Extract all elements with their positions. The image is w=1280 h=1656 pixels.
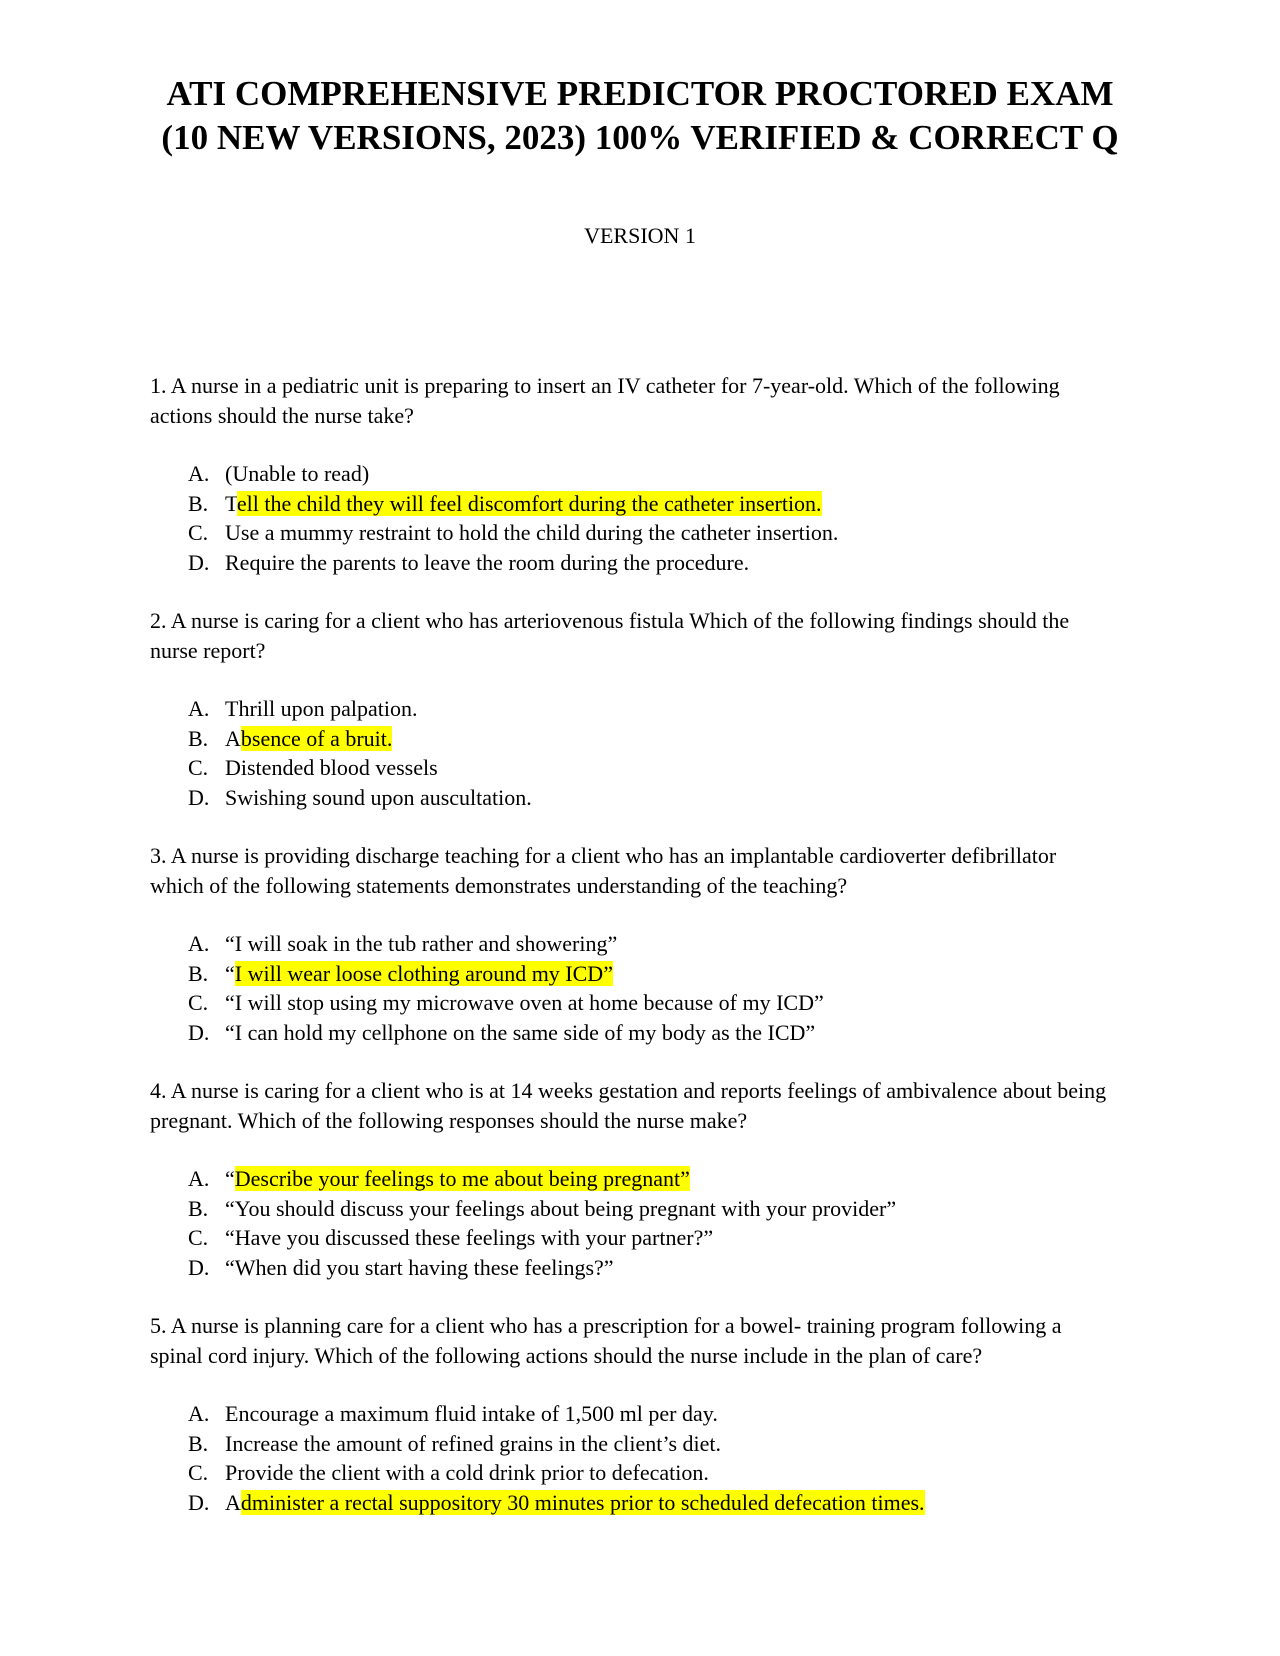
option-letter: A. [188, 461, 210, 486]
option-text-plain: Swishing sound upon auscultation. [225, 784, 532, 810]
option-text [225, 1399, 718, 1429]
option-text [225, 929, 617, 959]
option-letter: C. [188, 520, 209, 545]
document-title [80, 72, 1200, 160]
question-block [150, 841, 1110, 1047]
option-letter: B. [188, 490, 209, 516]
answer-option [188, 1253, 1110, 1283]
question-text: 2. A nurse is caring for a client who has arteriovenous fistula Which of the following findings should the nurse report? [150, 608, 1070, 663]
option-text-highlighted: ell the child they will feel discomfort during the catheter insertion. [236, 490, 822, 516]
answer-options [150, 1399, 1110, 1517]
option-letter: D. [188, 549, 210, 575]
option-text [225, 724, 392, 754]
option-text-plain: A [225, 725, 241, 751]
option-text-plain: Provide the client with a cold drink prior to defecation. [225, 1460, 709, 1485]
option-letter: B. [188, 725, 209, 751]
option-text [225, 489, 822, 519]
question-list [150, 371, 1110, 1546]
answer-option [188, 1488, 1110, 1518]
answer-option [188, 1458, 1110, 1488]
option-text [225, 1194, 896, 1224]
option-letter: D. [188, 1489, 210, 1515]
answer-options [150, 459, 1110, 577]
option-text-plain: “Have you discussed these feelings with your partner?” [225, 1225, 714, 1250]
option-text-plain: “ [225, 1166, 235, 1191]
question-block [150, 606, 1110, 812]
option-letter: A. [188, 931, 210, 956]
option-text-plain: T [225, 490, 237, 516]
option-text [225, 1429, 721, 1459]
option-letter: B. [188, 960, 209, 986]
answer-option [188, 1194, 1110, 1224]
answer-option [188, 1018, 1110, 1048]
option-text [225, 518, 838, 548]
option-text-highlighted: Describe your feelings to me about being pregnant” [234, 1166, 690, 1191]
option-text [225, 1018, 815, 1048]
option-text [225, 1488, 925, 1518]
answer-option [188, 548, 1110, 578]
option-text-highlighted: bsence of a bruit. [240, 725, 393, 751]
option-text [225, 783, 532, 813]
answer-option [188, 1164, 1110, 1194]
option-text-highlighted: dminister a rectal suppository 30 minutes prior to scheduled defecation times. [240, 1489, 925, 1515]
question-block [150, 1076, 1110, 1282]
option-text-plain: “I can hold my cellphone on the same side of my body as the ICD” [225, 1019, 816, 1045]
title-line-1: ATI COMPREHENSIVE PREDICTOR PROCTORED EXAM [166, 74, 1114, 113]
option-letter: C. [188, 755, 209, 780]
answer-option [188, 694, 1110, 724]
option-text [225, 988, 824, 1018]
answer-options [150, 694, 1110, 812]
answer-option [188, 459, 1110, 489]
question-text: 5. A nurse is planning care for a client who has a prescription for a bowel- training program following a spinal cord injury. Which of the following actions should the nurse include in the plan of care? [150, 1313, 1062, 1368]
title-line-2: (10 NEW VERSIONS, 2023) 100% VERIFIED & CORRECT Q [161, 118, 1119, 157]
option-letter: C. [188, 1225, 209, 1250]
option-text-highlighted: I will wear loose clothing around my ICD” [234, 960, 613, 986]
answer-option [188, 988, 1110, 1018]
answer-option [188, 783, 1110, 813]
answer-option [188, 1223, 1110, 1253]
option-letter: C. [188, 990, 209, 1015]
option-text [225, 1223, 713, 1253]
question-text: 4. A nurse is caring for a client who is at 14 weeks gestation and reports feelings of ambivalence about being pregnant. Which of the following responses should the nurse make? [150, 1078, 1107, 1133]
option-text-plain: Increase the amount of refined grains in the client’s diet. [225, 1430, 722, 1456]
option-text-plain: Encourage a maximum fluid intake of 1,500 ml per day. [225, 1401, 718, 1426]
option-text-plain: “ [225, 960, 235, 986]
answer-option [188, 929, 1110, 959]
option-text-plain: “I will soak in the tub rather and showering” [225, 931, 618, 956]
option-text [225, 1458, 709, 1488]
option-letter: A. [188, 1401, 210, 1426]
option-text [225, 694, 417, 724]
option-text-plain: A [225, 1489, 241, 1515]
answer-option [188, 724, 1110, 754]
option-letter: B. [188, 1195, 209, 1221]
option-text [225, 548, 749, 578]
option-letter: D. [188, 784, 210, 810]
question-block [150, 1311, 1110, 1517]
option-text [225, 1253, 614, 1283]
option-text-plain: Require the parents to leave the room during the procedure. [225, 549, 750, 575]
option-text-plain: Use a mummy restraint to hold the child during the catheter insertion. [225, 520, 839, 545]
answer-options [150, 929, 1110, 1047]
question-text: 1. A nurse in a pediatric unit is preparing to insert an IV catheter for 7-year-old. Which of the following actions should the nurse take? [150, 373, 1060, 428]
option-text [225, 1164, 690, 1194]
option-letter: A. [188, 1166, 210, 1191]
answer-options [150, 1164, 1110, 1282]
option-text-plain: “When did you start having these feelings?” [225, 1254, 614, 1280]
answer-option [188, 489, 1110, 519]
option-letter: D. [188, 1254, 210, 1280]
option-letter: D. [188, 1019, 210, 1045]
option-text-plain: Distended blood vessels [225, 755, 438, 780]
option-text [225, 753, 438, 783]
version-label: VERSION 1 [584, 223, 696, 248]
answer-option [188, 959, 1110, 989]
option-text-plain: (Unable to read) [225, 461, 370, 486]
answer-option [188, 518, 1110, 548]
option-letter: B. [188, 1430, 209, 1456]
answer-option [188, 1429, 1110, 1459]
question-text: 3. A nurse is providing discharge teaching for a client who has an implantable cardioverter defibrillator which of the following statements demonstrates understanding of the teaching? [150, 843, 1057, 898]
option-text [225, 459, 369, 489]
option-letter: C. [188, 1460, 209, 1485]
option-letter: A. [188, 696, 210, 721]
answer-option [188, 1399, 1110, 1429]
option-text [225, 959, 613, 989]
option-text-plain: Thrill upon palpation. [225, 696, 418, 721]
question-block [150, 371, 1110, 577]
answer-option [188, 753, 1110, 783]
option-text-plain: “You should discuss your feelings about being pregnant with your provider” [225, 1195, 897, 1221]
option-text-plain: “I will stop using my microwave oven at home because of my ICD” [225, 990, 824, 1015]
